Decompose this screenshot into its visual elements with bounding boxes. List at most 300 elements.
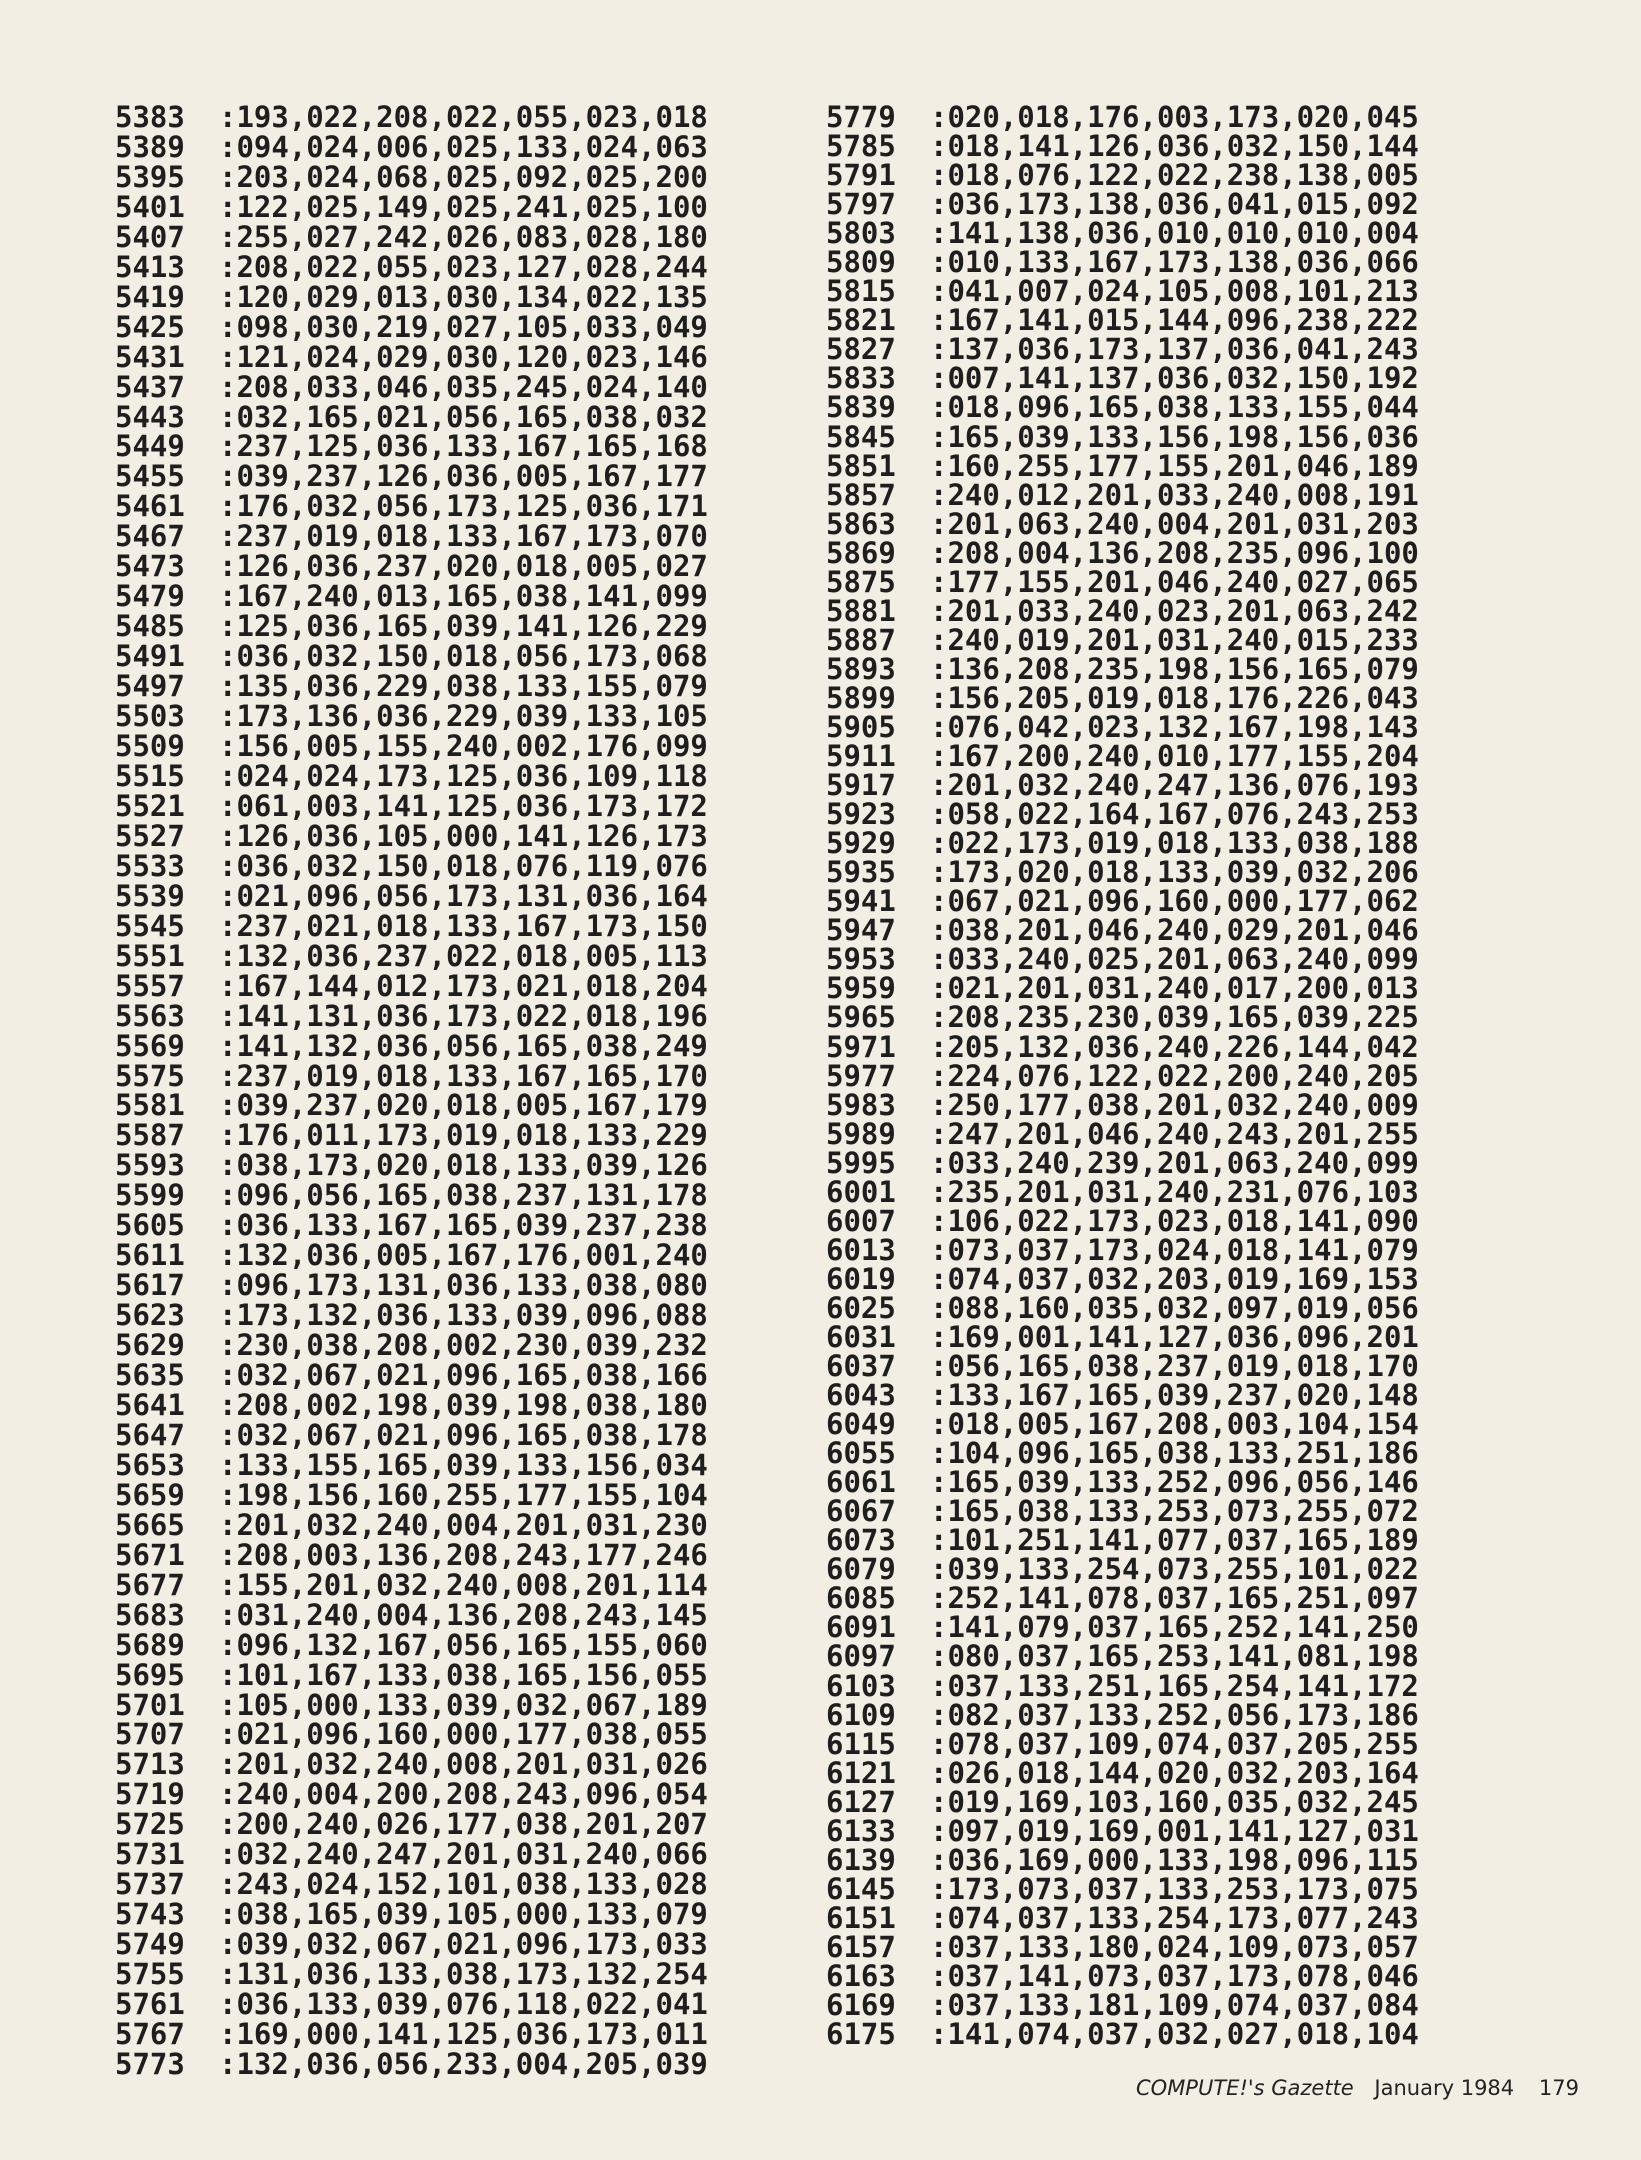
line-number: 5383 [115, 100, 185, 134]
line-number: 6163 [826, 1959, 896, 1993]
line-number: 5755 [115, 1957, 185, 1992]
line-number: 5677 [115, 1567, 185, 1602]
data-values: :193,022,208,022,055,023,018 [219, 100, 708, 134]
line-number: 5917 [826, 768, 896, 803]
data-values: :037,133,251,165,254,141,172 [930, 1668, 1419, 1703]
data-values: :105,000,133,039,032,067,189 [219, 1687, 708, 1722]
page-footer [1136, 2076, 1579, 2100]
data-values: :007,141,137,036,032,150,192 [930, 361, 1419, 396]
listing-line [115, 1537, 708, 1572]
listing-line [826, 2017, 1419, 2052]
data-values: :126,036,105,000,141,126,173 [219, 818, 708, 853]
data-values: :076,042,023,132,167,198,143 [930, 709, 1419, 744]
line-number: 6109 [826, 1697, 896, 1732]
line-number: 5599 [115, 1178, 185, 1213]
data-values: :036,032,150,018,076,119,076 [219, 848, 708, 883]
data-values: :036,133,039,076,118,022,041 [219, 1987, 708, 2022]
listing-line [115, 1837, 708, 1872]
line-number: 6145 [826, 1871, 896, 1906]
listing-line [115, 818, 708, 853]
data-values: :165,038,133,253,073,255,072 [930, 1494, 1419, 1529]
line-number: 6133 [826, 1813, 896, 1848]
line-number: 5545 [115, 908, 185, 943]
data-values: :038,173,020,018,133,039,126 [219, 1148, 708, 1183]
data-values: :237,021,018,133,167,173,150 [219, 908, 708, 943]
line-number: 6061 [826, 1465, 896, 1500]
data-values: :247,201,046,240,243,201,255 [930, 1116, 1419, 1151]
line-number: 5803 [826, 216, 896, 251]
line-number: 6025 [826, 1290, 896, 1325]
listing-line [115, 878, 708, 913]
data-values: :136,208,235,198,156,165,079 [930, 651, 1419, 686]
line-number: 5533 [115, 848, 185, 883]
page-number: 179 [1538, 2076, 1579, 2100]
line-number: 5479 [115, 579, 185, 614]
listing-line [115, 998, 708, 1033]
data-values: :156,205,019,018,176,226,043 [930, 680, 1419, 715]
line-number: 5617 [115, 1268, 185, 1303]
data-values: :141,132,036,056,165,038,249 [219, 1028, 708, 1063]
data-values: :250,177,038,201,032,240,009 [930, 1087, 1419, 1122]
line-number: 5923 [826, 797, 896, 832]
data-values: :237,019,018,133,167,173,070 [219, 519, 708, 554]
listing-line [826, 1349, 1419, 1384]
listing-line [115, 1447, 708, 1482]
listing-line [115, 339, 708, 374]
data-values: :156,005,155,240,002,176,099 [219, 729, 708, 764]
listing-line [826, 1726, 1419, 1761]
data-values: :101,251,141,077,037,165,189 [930, 1523, 1419, 1558]
line-number: 5953 [826, 942, 896, 977]
line-number: 5713 [115, 1747, 185, 1782]
listing-line [826, 1145, 1419, 1180]
listing-line [115, 1717, 708, 1752]
data-values: :120,029,013,030,134,022,135 [219, 279, 708, 314]
line-number: 6085 [826, 1581, 896, 1616]
data-values: :201,032,240,008,201,031,026 [219, 1747, 708, 1782]
data-values: :167,141,015,144,096,238,222 [930, 303, 1419, 338]
listing-line [826, 361, 1419, 396]
data-values: :024,024,173,125,036,109,118 [219, 758, 708, 793]
line-number: 5947 [826, 913, 896, 948]
listing-line [826, 1232, 1419, 1267]
line-number: 5461 [115, 489, 185, 524]
line-number: 5653 [115, 1447, 185, 1482]
data-values: :041,007,024,105,008,101,213 [930, 274, 1419, 309]
listing-line [115, 848, 708, 883]
line-number: 5455 [115, 459, 185, 494]
line-number: 6019 [826, 1261, 896, 1296]
listing-line [826, 1319, 1419, 1354]
line-number: 5875 [826, 564, 896, 599]
listing-line [826, 1813, 1419, 1848]
line-number: 5473 [115, 549, 185, 584]
data-values: :176,032,056,173,125,036,171 [219, 489, 708, 524]
line-number: 5551 [115, 938, 185, 973]
listing-line [826, 1174, 1419, 1209]
data-values: :101,167,133,038,165,156,055 [219, 1657, 708, 1692]
data-values: :039,237,020,018,005,167,179 [219, 1088, 708, 1123]
data-values: :082,037,133,252,056,173,186 [930, 1697, 1419, 1732]
line-number: 5797 [826, 187, 896, 222]
line-number: 5887 [826, 622, 896, 657]
line-number: 6079 [826, 1552, 896, 1587]
line-number: 5695 [115, 1657, 185, 1692]
data-values: :098,030,219,027,105,033,049 [219, 309, 708, 344]
listing-line [115, 399, 708, 434]
line-number: 5557 [115, 968, 185, 1003]
listing-line [115, 1507, 708, 1542]
line-number: 5491 [115, 639, 185, 674]
line-number: 6175 [826, 2017, 896, 2052]
data-values: :165,039,133,156,198,156,036 [930, 419, 1419, 454]
data-values: :121,024,029,030,120,023,146 [219, 339, 708, 374]
listing-line [115, 489, 708, 524]
listing-line [826, 1029, 1419, 1064]
line-number: 5575 [115, 1058, 185, 1093]
data-values: :125,036,165,039,141,126,229 [219, 609, 708, 644]
listing-line [115, 1387, 708, 1422]
listing-line [115, 1597, 708, 1632]
line-number: 5593 [115, 1148, 185, 1183]
listing-line [826, 564, 1419, 599]
listing-line [826, 913, 1419, 948]
line-number: 5929 [826, 826, 896, 861]
listing-line [115, 279, 708, 314]
data-values: :252,141,078,037,165,251,097 [930, 1581, 1419, 1616]
listing-line [115, 788, 708, 823]
data-values: :021,096,160,000,177,038,055 [219, 1717, 708, 1752]
line-number: 5647 [115, 1417, 185, 1452]
listing-line [115, 579, 708, 614]
listing-line [115, 159, 708, 194]
data-values: :165,039,133,252,096,056,146 [930, 1465, 1419, 1500]
line-number: 5509 [115, 729, 185, 764]
data-values: :208,033,046,035,245,024,140 [219, 369, 708, 404]
data-values: :037,141,073,037,173,078,046 [930, 1959, 1419, 1993]
data-values: :224,076,122,022,200,240,205 [930, 1058, 1419, 1093]
line-number: 5785 [826, 129, 896, 164]
data-values: :132,036,005,167,176,001,240 [219, 1238, 708, 1273]
listing-line [115, 1657, 708, 1692]
listing-line [826, 535, 1419, 570]
listing-line [115, 1088, 708, 1123]
data-values: :169,000,141,125,036,173,011 [219, 2017, 708, 2051]
data-values: :019,169,103,160,035,032,245 [930, 1784, 1419, 1819]
listing-line [826, 1900, 1419, 1935]
line-number: 6097 [826, 1639, 896, 1674]
data-values: :240,012,201,033,240,008,191 [930, 477, 1419, 512]
listing-line [826, 1755, 1419, 1790]
listing-line [115, 1268, 708, 1303]
listing-line [826, 884, 1419, 919]
listing-line [826, 739, 1419, 774]
data-values: :132,036,056,233,004,205,039 [219, 2046, 708, 2081]
listing-line [826, 1697, 1419, 1732]
listing-line [826, 506, 1419, 541]
listing-line [115, 938, 708, 973]
line-number: 5629 [115, 1328, 185, 1363]
data-values: :097,019,169,001,141,127,031 [930, 1813, 1419, 1848]
line-number: 5623 [115, 1298, 185, 1333]
data-values: :033,240,239,201,063,240,099 [930, 1145, 1419, 1180]
line-number: 5419 [115, 279, 185, 314]
listing-line [826, 216, 1419, 251]
listing-line [826, 1871, 1419, 1906]
line-number: 5395 [115, 159, 185, 194]
data-values: :036,169,000,133,198,096,115 [930, 1842, 1419, 1877]
line-number: 5569 [115, 1028, 185, 1063]
data-values: :198,156,160,255,177,155,104 [219, 1477, 708, 1512]
data-values: :037,133,181,109,074,037,084 [930, 1988, 1419, 2023]
data-values: :237,125,036,133,167,165,168 [219, 429, 708, 464]
line-number: 5743 [115, 1897, 185, 1932]
listing-line [826, 1378, 1419, 1413]
listing-line [115, 908, 708, 943]
line-number: 6139 [826, 1842, 896, 1877]
data-values: :201,063,240,004,201,031,203 [930, 506, 1419, 541]
line-number: 5989 [826, 1116, 896, 1151]
listing-line [826, 1000, 1419, 1035]
data-values: :126,036,237,020,018,005,027 [219, 549, 708, 584]
data-values: :096,132,167,056,165,155,060 [219, 1627, 708, 1662]
line-number: 5587 [115, 1118, 185, 1153]
data-values: :141,074,037,032,027,018,104 [930, 2017, 1419, 2052]
line-number: 5995 [826, 1145, 896, 1180]
data-values: :208,004,136,208,235,096,100 [930, 535, 1419, 570]
line-number: 5941 [826, 884, 896, 919]
line-number: 6115 [826, 1726, 896, 1761]
listing-line [826, 1639, 1419, 1674]
line-number: 5935 [826, 855, 896, 890]
listing-line [826, 1407, 1419, 1442]
listing-line [826, 709, 1419, 744]
listing-line [826, 855, 1419, 890]
listing-line [115, 1567, 708, 1602]
listing-line [115, 309, 708, 344]
data-values: :169,001,141,127,036,096,201 [930, 1319, 1419, 1354]
listing-line [115, 1238, 708, 1273]
listing-line [115, 729, 708, 764]
listing-line [115, 1328, 708, 1363]
listing-line [826, 1436, 1419, 1471]
listing-line [115, 1747, 708, 1782]
line-number: 5971 [826, 1029, 896, 1064]
data-values: :173,020,018,133,039,032,206 [930, 855, 1419, 890]
listing-line [826, 187, 1419, 222]
data-values: :018,096,165,038,133,155,044 [930, 390, 1419, 425]
listing-line [826, 100, 1419, 134]
line-number: 5659 [115, 1477, 185, 1512]
data-values: :243,024,152,101,038,133,028 [219, 1867, 708, 1902]
listing-line [826, 1465, 1419, 1500]
data-values: :018,141,126,036,032,150,144 [930, 129, 1419, 164]
line-number: 5815 [826, 274, 896, 309]
listing-line [115, 2046, 708, 2081]
listing-line [826, 1203, 1419, 1238]
line-number: 5773 [115, 2046, 185, 2081]
line-number: 5899 [826, 680, 896, 715]
data-values: :074,037,032,203,019,169,153 [930, 1261, 1419, 1296]
data-values: :096,173,131,036,133,038,080 [219, 1268, 708, 1303]
data-values: :141,138,036,010,010,010,004 [930, 216, 1419, 251]
listing-line [826, 129, 1419, 164]
listing-line [115, 369, 708, 404]
issue-date: January 1984 [1374, 2076, 1515, 2100]
data-values: :203,024,068,025,092,025,200 [219, 159, 708, 194]
line-number: 6037 [826, 1349, 896, 1384]
line-number: 5563 [115, 998, 185, 1033]
listing-line [826, 593, 1419, 628]
data-values: :039,237,126,036,005,167,177 [219, 459, 708, 494]
data-values: :080,037,165,253,141,081,198 [930, 1639, 1419, 1674]
data-values: :141,131,036,173,022,018,196 [219, 998, 708, 1033]
line-number: 5425 [115, 309, 185, 344]
data-values: :031,240,004,136,208,243,145 [219, 1597, 708, 1632]
listing-line [115, 129, 708, 164]
line-number: 5539 [115, 878, 185, 913]
data-values: :205,132,036,240,226,144,042 [930, 1029, 1419, 1064]
listing-line [115, 968, 708, 1003]
line-number: 5911 [826, 739, 896, 774]
data-values: :022,173,019,018,133,038,188 [930, 826, 1419, 861]
listing-line [826, 1552, 1419, 1587]
listing-line [115, 1208, 708, 1243]
data-values: :038,201,046,240,029,201,046 [930, 913, 1419, 948]
line-number: 5749 [115, 1927, 185, 1962]
data-values: :177,155,201,046,240,027,065 [930, 564, 1419, 599]
data-values: :039,032,067,021,096,173,033 [219, 1927, 708, 1962]
listing-line [826, 1494, 1419, 1529]
data-values: :010,133,167,173,138,036,066 [930, 245, 1419, 280]
data-values: :201,032,240,247,136,076,193 [930, 768, 1419, 803]
listing-line [115, 1957, 708, 1992]
listing-line [826, 942, 1419, 977]
listing-line [826, 1668, 1419, 1703]
listing-line [115, 758, 708, 793]
listing-line [826, 1988, 1419, 2023]
data-values: :020,018,176,003,173,020,045 [930, 100, 1419, 134]
data-values: :021,201,031,240,017,200,013 [930, 971, 1419, 1006]
listing-line [115, 639, 708, 674]
data-values: :133,167,165,039,237,020,148 [930, 1378, 1419, 1413]
line-number: 6157 [826, 1929, 896, 1964]
data-values: :237,019,018,133,167,165,170 [219, 1058, 708, 1093]
line-number: 5731 [115, 1837, 185, 1872]
line-number: 5485 [115, 609, 185, 644]
line-number: 5905 [826, 709, 896, 744]
data-values: :230,038,208,002,230,039,232 [219, 1328, 708, 1363]
listing-line [826, 390, 1419, 425]
listing-line [115, 1118, 708, 1153]
line-number: 5689 [115, 1627, 185, 1662]
line-number: 5611 [115, 1238, 185, 1273]
listing-line [826, 158, 1419, 193]
listing-line [826, 1581, 1419, 1616]
listing-line [826, 1523, 1419, 1558]
line-number: 6091 [826, 1610, 896, 1645]
data-values: :104,096,165,038,133,251,186 [930, 1436, 1419, 1471]
listing-line [115, 459, 708, 494]
line-number: 5701 [115, 1687, 185, 1722]
line-number: 5839 [826, 390, 896, 425]
line-number: 5707 [115, 1717, 185, 1752]
line-number: 5893 [826, 651, 896, 686]
listing-line [115, 1927, 708, 1962]
line-number: 6031 [826, 1319, 896, 1354]
line-number: 6001 [826, 1174, 896, 1209]
listing-line [826, 1929, 1419, 1964]
data-values: :032,165,021,056,165,038,032 [219, 399, 708, 434]
data-values: :173,132,036,133,039,096,088 [219, 1298, 708, 1333]
listing-column-left [115, 100, 708, 2081]
line-number: 5833 [826, 361, 896, 396]
data-values: :167,240,013,165,038,141,099 [219, 579, 708, 614]
line-number: 5851 [826, 448, 896, 483]
listing-line [115, 1867, 708, 1902]
line-number: 5443 [115, 399, 185, 434]
data-values: :088,160,035,032,097,019,056 [930, 1290, 1419, 1325]
line-number: 5845 [826, 419, 896, 454]
data-values: :255,027,242,026,083,028,180 [219, 219, 708, 254]
listing-line [115, 1358, 708, 1393]
listing-line [826, 1842, 1419, 1877]
listing-line [115, 1987, 708, 2022]
line-number: 5821 [826, 303, 896, 338]
data-values: :036,032,150,018,056,173,068 [219, 639, 708, 674]
line-number: 5503 [115, 699, 185, 734]
listing-line [826, 651, 1419, 686]
data-values: :133,155,165,039,133,156,034 [219, 1447, 708, 1482]
data-values: :208,235,230,039,165,039,225 [930, 1000, 1419, 1035]
listing-line [826, 477, 1419, 512]
data-values: :067,021,096,160,000,177,062 [930, 884, 1419, 919]
listing-line [115, 2017, 708, 2051]
line-number: 5881 [826, 593, 896, 628]
listing-line [826, 622, 1419, 657]
data-values: :018,005,167,208,003,104,154 [930, 1407, 1419, 1442]
data-values: :173,073,037,133,253,173,075 [930, 1871, 1419, 1906]
line-number: 5965 [826, 1000, 896, 1035]
line-number: 5389 [115, 129, 185, 164]
data-values: :240,019,201,031,240,015,233 [930, 622, 1419, 657]
data-values: :037,133,180,024,109,073,057 [930, 1929, 1419, 1964]
listing-line [826, 419, 1419, 454]
line-number: 6055 [826, 1436, 896, 1471]
line-number: 5641 [115, 1387, 185, 1422]
data-values: :061,003,141,125,036,173,172 [219, 788, 708, 823]
data-values: :032,067,021,096,165,038,166 [219, 1358, 708, 1393]
listing-line [115, 519, 708, 554]
line-number: 5779 [826, 100, 896, 134]
line-number: 6007 [826, 1203, 896, 1238]
line-number: 5437 [115, 369, 185, 404]
listing-line [115, 1777, 708, 1812]
line-number: 6121 [826, 1755, 896, 1790]
listing-line [115, 189, 708, 224]
listing-line [115, 1807, 708, 1842]
listing-line [826, 332, 1419, 367]
data-values: :132,036,237,022,018,005,113 [219, 938, 708, 973]
listing-line [115, 249, 708, 284]
data-values: :074,037,133,254,173,077,243 [930, 1900, 1419, 1935]
line-number: 6169 [826, 1988, 896, 2023]
listing-line [115, 1298, 708, 1333]
data-values: :078,037,109,074,037,205,255 [930, 1726, 1419, 1761]
listing-line [115, 429, 708, 464]
line-number: 5515 [115, 758, 185, 793]
listing-line [826, 274, 1419, 309]
